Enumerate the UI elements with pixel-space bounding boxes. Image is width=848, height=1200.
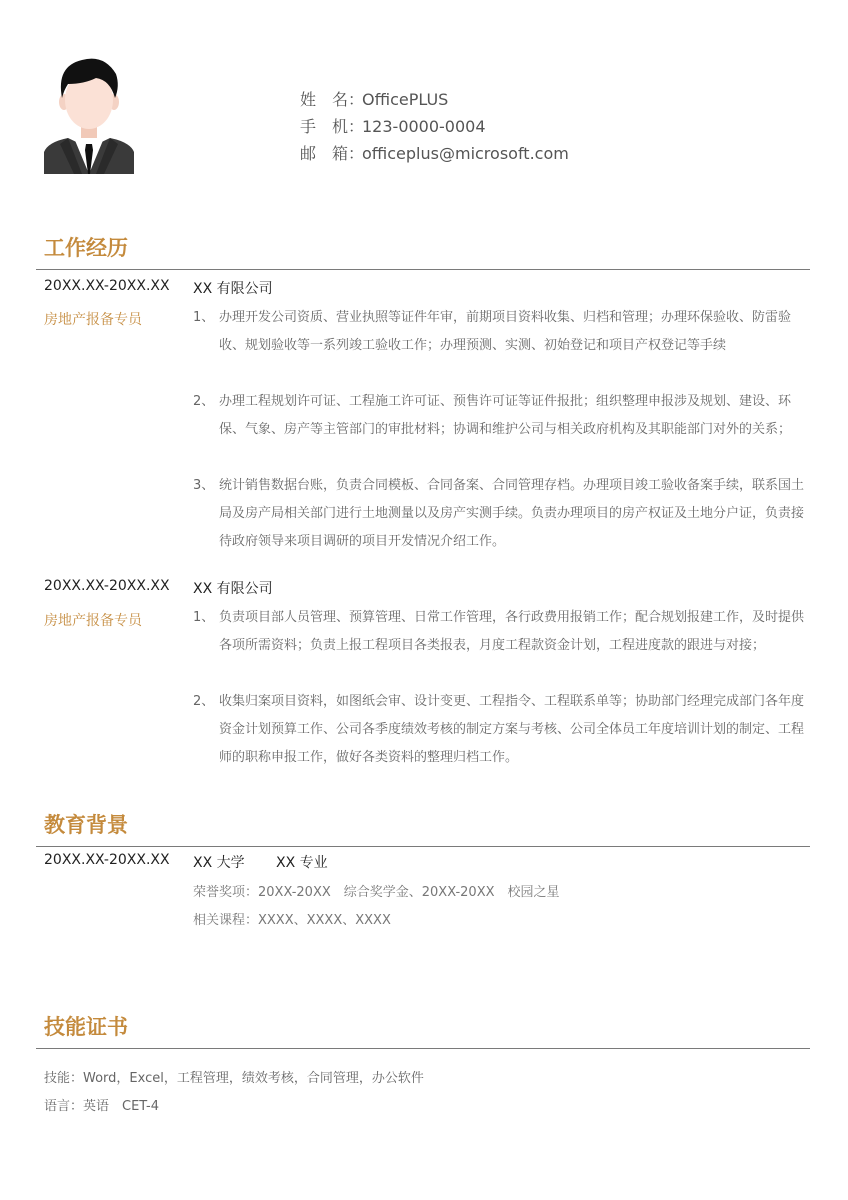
email-row: [300, 140, 569, 167]
email-label: 邮 箱：: [300, 144, 365, 163]
education-school: XX 大学: [193, 855, 245, 871]
job-2-role: 房地产报备专员: [44, 613, 142, 629]
name-value: OfficePLUS: [362, 90, 449, 109]
email-value: officeplus@microsoft.com: [362, 144, 569, 163]
job-2-duty-2: [193, 688, 805, 772]
duty-text: 办理开发公司资质、营业执照等证件年审，前期项目资料收集、归档和管理；办理环保验收、防雷验收、规划验收等一系列竣工验收工作；办理预测、实测、初始登记和项目产权登记等手续: [219, 310, 792, 353]
skills-section-rule: [36, 1048, 810, 1049]
duty-number: 1、: [193, 610, 215, 625]
phone-label: 手 机：: [300, 117, 365, 136]
job-1-duty-3: [193, 472, 805, 556]
duty-text: 负责项目部人员管理、预算管理、日常工作管理，各行政费用报销工作；配合规划报建工作，及时提供各项所需资料；负责上报工程项目各类报表，月度工程款资金计划，工程进度款的跟进与对接；: [219, 610, 805, 653]
phone-value: 123-0000-0004: [362, 117, 486, 136]
education-courses: 相关课程：XXXX、XXXX、XXXX: [193, 913, 391, 928]
duty-number: 2、: [193, 394, 215, 409]
name-row: [300, 86, 569, 113]
job-1-role: 房地产报备专员: [44, 312, 142, 328]
duty-text: 收集归案项目资料，如图纸会审、设计变更、工程指令、工程联系单等；协助部门经理完成部门各年度资金计划预算工作、公司各季度绩效考核的制定方案与考核、公司全体员工年度培训计划的制定、工程师的职称申报工作，做好各类资料的整理归档工作。: [219, 694, 805, 765]
duty-text: 办理工程规划许可证、工程施工许可证、预售许可证等证件报批；组织整理申报涉及规划、建设、环保、气象、房产等主管部门的审批材料；协调和维护公司与相关政府机构及其职能部门对外的关系；: [219, 394, 792, 437]
phone-row: [300, 113, 569, 140]
duty-number: 1、: [193, 310, 215, 325]
education-section-rule: [36, 846, 810, 847]
name-label: 姓 名：: [300, 90, 365, 109]
education-section-title: 教育背景: [44, 813, 128, 837]
job-1-duty-1: [193, 304, 805, 360]
duty-number: 3、: [193, 478, 215, 493]
job-2-date: 20XX.XX-20XX.XX: [44, 578, 170, 594]
businessman-avatar-icon: [44, 54, 134, 174]
language-info: 语言：英语 CET-4: [44, 1099, 160, 1114]
education-honors: 荣誉奖项：20XX-20XX 综合奖学金、20XX-20XX 校园之星: [193, 885, 560, 900]
duty-text: 统计销售数据台账，负责合同模板、合同备案、合同管理存档。办理项目竣工验收备案手续，联系国土局及房产局相关部门进行土地测量以及房产实测手续。负责办理项目的房产权证及土地分户证，负责接待政府领导来项目调研的项目开发情况介绍工作。: [219, 478, 805, 549]
skills-section-title: 技能证书: [44, 1015, 128, 1039]
job-2-duty-1: [193, 604, 805, 660]
education-date: 20XX.XX-20XX.XX: [44, 852, 170, 868]
work-section-title: 工作经历: [44, 236, 128, 260]
education-major: XX 专业: [276, 855, 328, 871]
job-1-duty-2: [193, 388, 805, 444]
job-1-date: 20XX.XX-20XX.XX: [44, 278, 170, 294]
work-section-rule: [36, 269, 810, 270]
job-2-company: XX 有限公司: [193, 581, 273, 597]
duty-number: 2、: [193, 694, 215, 709]
job-1-company: XX 有限公司: [193, 281, 273, 297]
contact-info: [300, 86, 569, 167]
skills-list: 技能：Word，Excel，工程管理，绩效考核，合同管理，办公软件: [44, 1071, 424, 1086]
avatar: [44, 54, 134, 174]
